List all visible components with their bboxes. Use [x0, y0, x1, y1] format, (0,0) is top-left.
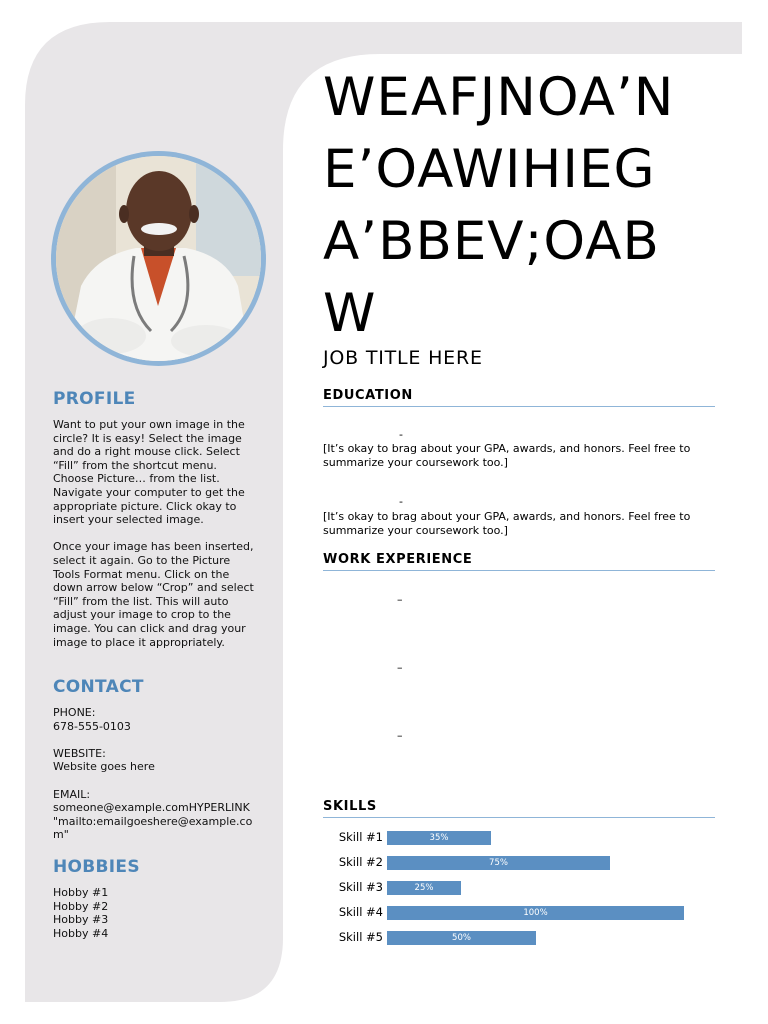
work-experience-heading: WORK EXPERIENCE — [323, 552, 715, 571]
job-title: JOB TITLE HERE — [323, 347, 483, 369]
hobby-item: Hobby #1 — [53, 886, 109, 899]
name-line: A’BBEV;OAB — [323, 211, 660, 272]
skill-label: Skill #2 — [338, 855, 383, 869]
website-label: WEBSITE: — [53, 746, 106, 760]
hobby-item: Hobby #3 — [53, 913, 109, 927]
skill-label: Skill #4 — [338, 905, 383, 919]
skill-label: Skill #3 — [338, 880, 383, 894]
email-value[interactable]: someone@example.comHYPERLINK "mailto:emailgoeshere@example.co m" — [53, 801, 253, 842]
work-dash: – — [397, 729, 403, 742]
name-line: W — [323, 283, 377, 344]
name-line: WEAFJNOA’N — [323, 67, 675, 128]
skill-label: Skill #1 — [338, 830, 383, 844]
phone-value: 678-555-0103 — [53, 719, 131, 733]
email-label: EMAIL: — [53, 787, 91, 801]
profile-text — [53, 418, 263, 649]
hobby-item: Hobby #4 — [53, 926, 109, 940]
skill-bar: 35% — [387, 831, 491, 845]
profile-paragraph-1: Want to put your own image in the circle? It is easy! Select the image and do a right mouse click. Select “Fill” from the shortcut menu. Choose Picture… from the list. Navigate your computer to get the appropriate picture. Click okay to insert your selected image. — [53, 418, 245, 527]
contact-info — [53, 706, 263, 842]
hobby-item: Hobby #2 — [53, 899, 109, 913]
education-entry: [It’s okay to brag about your GPA, awards, and honors. Feel free to summarize your coursework too.] — [323, 442, 691, 469]
contact-heading: CONTACT — [53, 677, 144, 697]
person-photo[interactable] — [56, 156, 261, 361]
profile-paragraph-2: Once your image has been inserted, select it again. Go to the Picture Tools Format menu. Click on the down arrow below “Crop” and select “Fill” from the list. This will auto adjust your image to crop to the image. You can click and drag your image to place it appropriately. — [53, 540, 254, 649]
education-dash: - — [399, 495, 403, 508]
candidate-name — [323, 62, 723, 350]
skill-bar: 75% — [387, 856, 610, 870]
profile-heading: PROFILE — [53, 389, 136, 409]
skill-label: Skill #5 — [338, 930, 383, 944]
skill-bar: 50% — [387, 931, 536, 945]
education-dash: - — [399, 428, 403, 441]
phone-label: PHONE: — [53, 706, 96, 719]
website-value[interactable]: Website goes here — [53, 760, 155, 774]
hobbies-list — [53, 886, 263, 940]
name-line: E’OAWIHIEG — [323, 139, 656, 200]
skills-heading: SKILLS — [323, 799, 715, 818]
education-heading: EDUCATION — [323, 388, 715, 407]
work-dash: – — [397, 593, 403, 606]
work-dash: – — [397, 661, 403, 674]
hobbies-heading: HOBBIES — [53, 857, 140, 877]
doctor-portrait-icon — [56, 156, 261, 361]
education-entry: [It’s okay to brag about your GPA, awards, and honors. Feel free to summarize your coursework too.] — [323, 510, 691, 537]
skill-bar: 25% — [387, 881, 461, 895]
skill-bar: 100% — [387, 906, 684, 920]
